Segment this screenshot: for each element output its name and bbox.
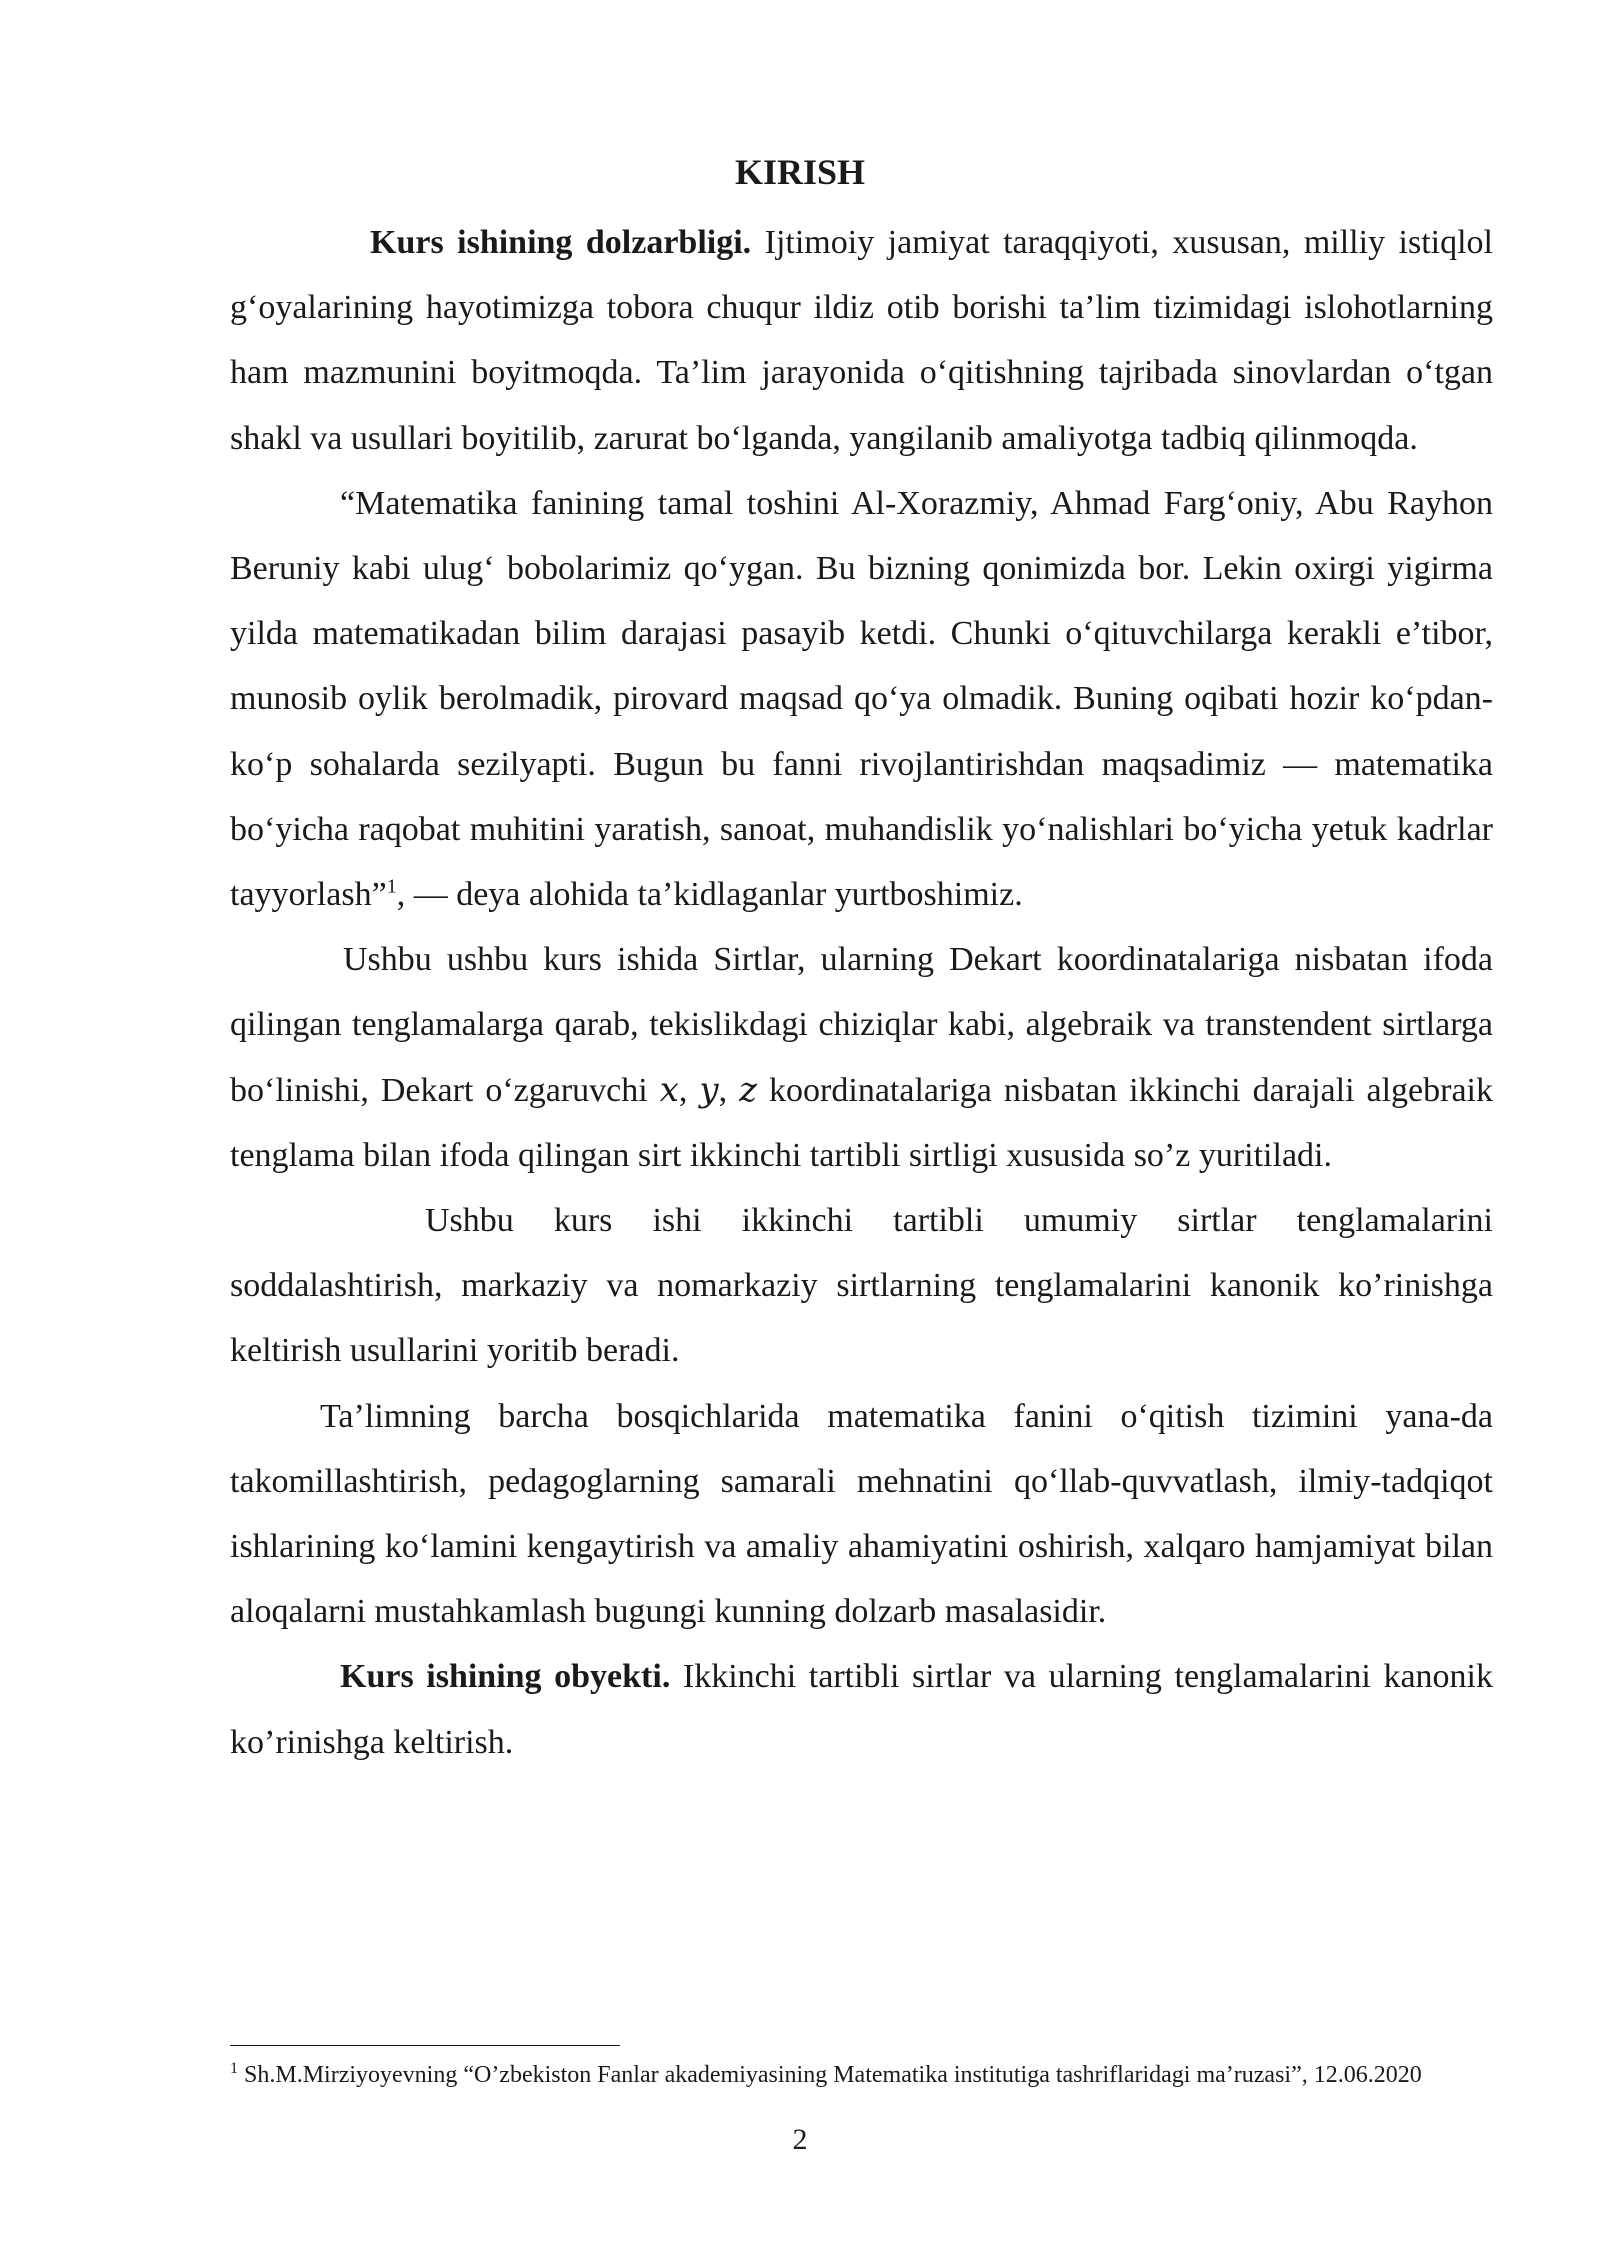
relevance-label: Kurs ishining dolzarbligi. — [370, 224, 752, 261]
paragraph-content — [230, 1188, 1493, 1384]
quote-tail: , — deya alohida ta’kidlaganlar yurtboshimiz. — [396, 876, 1023, 914]
variable-y: y — [699, 1069, 719, 1110]
paragraph-scope — [230, 927, 1493, 1188]
footnote-separator — [230, 2045, 620, 2046]
variable-separator: , — [678, 1071, 700, 1109]
scope-text-b: koordinatalariga nisbatan ikkinchi darajali algebraik tenglama bilan ifoda qilingan sirt ikkinchi tartibli sirtligi xususida so’z yuritiladi. — [230, 1071, 1493, 1174]
footnote — [230, 2060, 1493, 2090]
object-label: Kurs ishining obyekti. — [340, 1658, 671, 1696]
variable-x: x — [659, 1069, 679, 1110]
relevance-text: Ijtimoiy jamiyat taraqqiyoti, xususan, milliy istiqlol g‘oyalarining hayotimizga tobora chuqur ildiz otib borishi ta’lim tizimidagi islohotlarning ham mazmunini boyitmoqda. Ta’lim jarayonida o‘qitishning tajribada sinovlardan o‘tgan shakl va usullari boyitilib, zarurat bo‘lganda, yangilanib amaliyotga tadbiq qilinmoqda. — [230, 224, 1493, 457]
variable-separator: , — [718, 1071, 740, 1109]
paragraph-object — [230, 1644, 1493, 1774]
footnote-reference[interactable]: 1 — [386, 875, 397, 898]
footnote-text: Sh.M.Mirziyoyevning “O’zbekiston Fanlar akademiyasining Matematika institutiga tashriflaridagi ma’ruzasi”, 12.06.2020 — [238, 2062, 1422, 2088]
quote-text: “Matematika fanining tamal toshini Al-Xorazmiy, Ahmad Farg‘oniy, Abu Rayhon Beruniy kabi ulug‘ bobolarimiz qo‘ygan. Bu bizning qonimizda bor. Lekin oxirgi yigirma yilda matematikadan bilim darajasi pasayib ketdi. Chunki o‘qituvchilarga kerakli e’tibor, munosib oylik berolmadik, pirovard maqsad qo‘ya olmadik. Buning oqibati hozir ko‘pdan-ko‘p sohalarda sezilyapti. Bugun bu fanni rivojlantirishdan maqsadimiz — matematika bo‘yicha raqobat muhitini yaratish, sanoat, muhandislik yo‘nalishlari bo‘yicha yetuk kadrlar tayyorlash” — [230, 484, 1493, 914]
object-text: Ikkinchi tartibli sirtlar va ularning tenglamalarini kanonik ko’rinishga keltirish. — [230, 1658, 1493, 1761]
section-heading: KIRISH — [734, 152, 866, 192]
education-text: Ta’limning barcha bosqichlarida matematika fanini o‘qitish tizimini yana-da takomillashtirish, pedagoglarning samarali mehnatini qo‘llab-quvvatlash, ilmiy-tadqiqot ishlarining ko‘lamini kengaytirish va amaliy ahamiyatini oshirish, xalqaro hamjamiyat bilan aloqalarni mustahkamlash bugungi kunning dolzarb masalasidir. — [230, 1397, 1493, 1631]
variable-z: z — [739, 1069, 758, 1110]
footnote-marker: 1 — [230, 2060, 238, 2077]
paragraph-education — [230, 1384, 1493, 1645]
scope-text-a: Ushbu ushbu kurs ishida Sirtlar, ularning Dekart koordinatalariga nisbatan ifoda qilingan tenglamalarga qarab, tekislikdagi chiziqlar kabi, algebraik va transtendent sirtlarga bo‘linishi, Dekart o‘zgaruvchi — [230, 941, 1493, 1109]
body-text — [230, 210, 1493, 1775]
paragraph-quote — [230, 471, 1493, 927]
content-text: Ushbu kurs ishi ikkinchi tartibli umumiy sirtlar tenglamalarini soddalashtirish, markaziy va nomarkaziy sirtlarning tenglamalarini kanonik ko’rinishga keltirish usullarini yoritib beradi. — [230, 1202, 1493, 1370]
paragraph-relevance — [230, 210, 1493, 471]
page-number: 2 — [792, 2123, 808, 2156]
